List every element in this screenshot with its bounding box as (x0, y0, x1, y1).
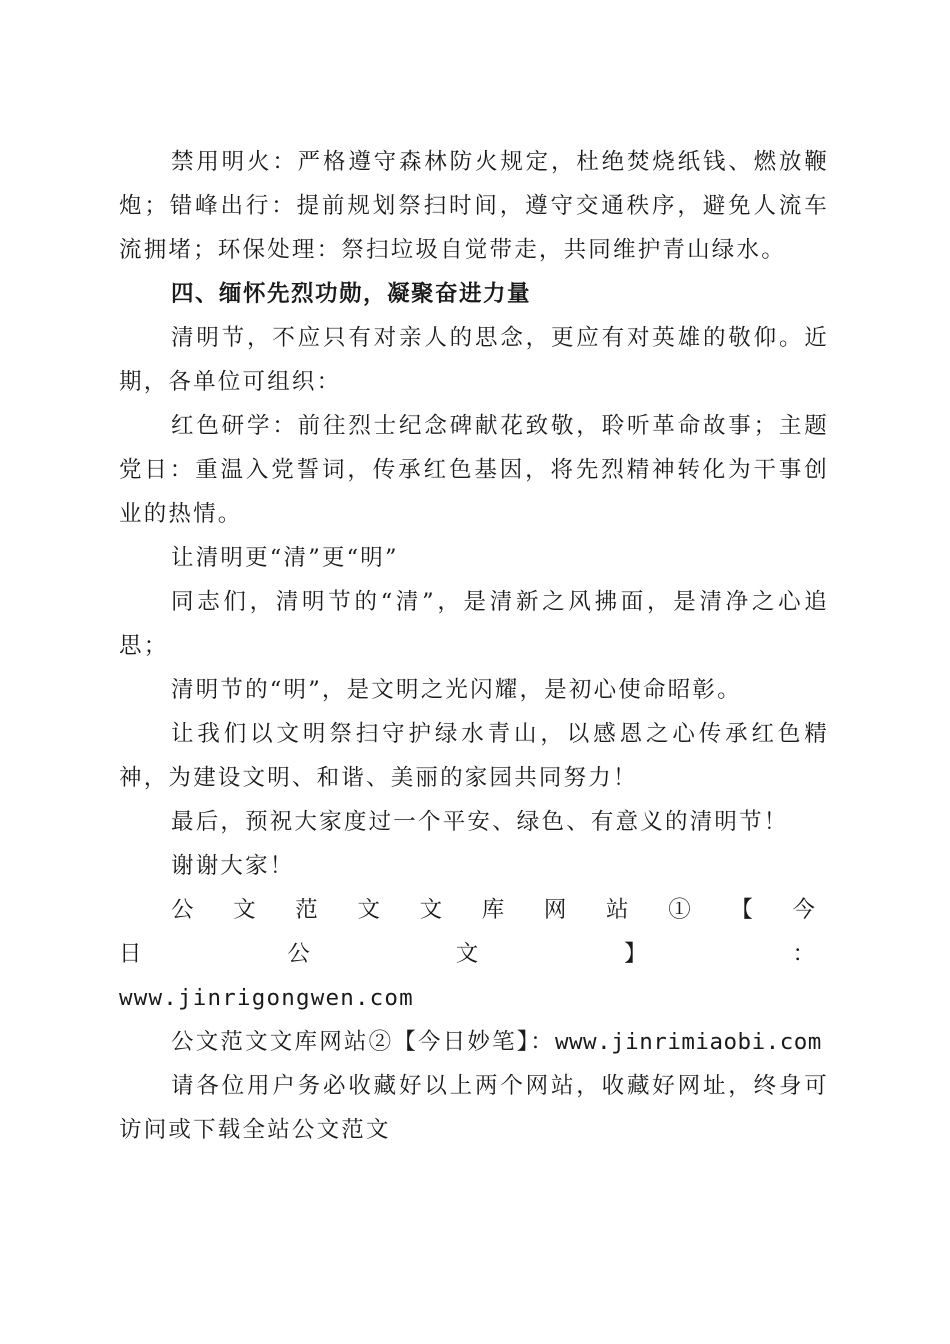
paragraph-bookmark-notice: 请各位用户务必收藏好以上两个网站，收藏好网址，终身可访问或下载全站公文范文 (119, 1073, 829, 1143)
site2-label: 公文范文文库网站②【今日妙笔】： (171, 1029, 555, 1055)
paragraph-qing: 同志们，清明节的“清”，是清新之风拂面，是清净之心追思； (119, 589, 829, 659)
paragraph-subtitle: 让清明更“清”更“明” (171, 545, 399, 571)
paragraph-call-to-action: 让我们以文明祭扫守护绿水青山，以感恩之心传承红色精神，为建设文明、和谐、美丽的家园共同努力！ (119, 721, 829, 791)
paragraph-heroes: 清明节，不应只有对亲人的思念，更应有对英雄的敬仰。近期，各单位可组织： (119, 325, 829, 395)
paragraph-fire-travel-environment: 禁用明火：严格遵守森林防火规定，杜绝焚烧纸钱、燃放鞭炮；错峰出行：提前规划祭扫时间，遵守交通秩序，避免人流车流拥堵；环保处理：祭扫垃圾自觉带走，共同维护青山绿水。 (119, 149, 829, 263)
site2-line (119, 1020, 829, 1064)
site1-url[interactable]: www.jinrigongwen.com (119, 985, 414, 1011)
site1-label (119, 888, 829, 976)
site2-url[interactable]: www.jinrimiaobi.com (554, 1029, 822, 1055)
site1-label-text: 公 文 范 文 文 库 网 站 ① 【 今 日 公 文 】 ： (119, 897, 829, 967)
section-heading-four: 四、缅怀先烈功勋，凝聚奋进力量 (171, 281, 532, 307)
paragraph-wishes: 最后，预祝大家度过一个平安、绿色、有意义的清明节！ (171, 809, 789, 835)
paragraph-red-study: 红色研学：前往烈士纪念碑献花致敬，聆听革命故事；主题党日：重温入党誓词，传承红色基因，将先烈精神转化为干事创业的热情。 (119, 413, 829, 527)
paragraph-thanks: 谢谢大家！ (171, 853, 295, 879)
paragraph-ming: 清明节的“明”，是文明之光闪耀，是初心使命昭彰。 (171, 677, 742, 703)
document-body (119, 140, 829, 1152)
